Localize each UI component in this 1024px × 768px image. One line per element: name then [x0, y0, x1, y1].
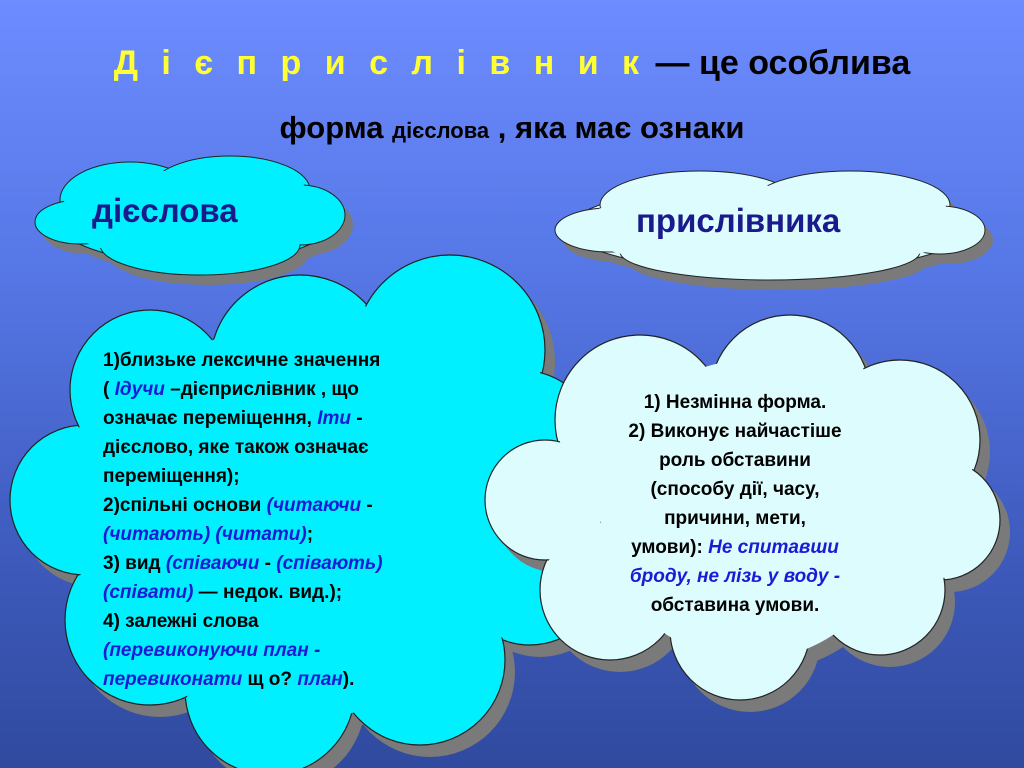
text-line [103, 636, 493, 665]
verb-features-text [103, 346, 493, 694]
text-line: роль обставини [659, 450, 811, 471]
example-word: перевиконати [103, 669, 243, 690]
title-rest: — це особлива [646, 44, 911, 82]
title-line2-small: дієслова [392, 118, 490, 143]
text-line: обставина умови. [650, 595, 820, 616]
title-line2-part-b: , яка має ознаки [489, 110, 745, 145]
text-line [103, 520, 493, 549]
text-line [103, 549, 493, 578]
verb-cloud-label: дієслова [92, 192, 238, 229]
text-line: 1) Незмінна форма. [643, 392, 827, 413]
text-fragment: 3) вид [103, 553, 166, 574]
text-line: 2) Виконує найчастіше [628, 421, 842, 442]
text-line [103, 491, 493, 520]
text-fragment: означає переміщення, [103, 408, 318, 429]
term-word: Д і є п р и с л і в н и к [113, 44, 647, 82]
text-line: причини, мети, [664, 508, 806, 529]
text-fragment: ). [342, 669, 355, 690]
example-word: (перевиконуючи план - [103, 640, 321, 661]
text-line: (способу дії, часу, [650, 479, 820, 500]
title-line2-part-a: форма [279, 110, 393, 145]
example-word: (співаючи [165, 553, 260, 574]
text-line [103, 404, 493, 433]
text-fragment: - [361, 495, 373, 516]
text-line [103, 665, 493, 694]
text-fragment: –дієприслівник , що [164, 379, 359, 400]
text-line [575, 533, 895, 562]
example-word: (співають) [276, 553, 383, 574]
text-fragment: умови): [631, 537, 709, 558]
text-fragment: — недок. вид.); [193, 582, 343, 603]
example-word: Іти [317, 408, 352, 429]
example-word: , не лізь у воду - [686, 566, 841, 587]
text-fragment: - [351, 408, 363, 429]
text-fragment: щ о? [242, 669, 298, 690]
example-word: план [297, 669, 343, 690]
text-line [103, 578, 493, 607]
text-line: переміщення); [103, 466, 240, 487]
example-word: Не спитавши [708, 537, 839, 558]
text-fragment: - [259, 553, 277, 574]
text-line: 4) залежні слова [103, 611, 259, 632]
text-fragment: ( [103, 379, 115, 400]
text-line [103, 375, 493, 404]
example-word: броду [629, 566, 687, 587]
example-word: (читають) (читати) [103, 524, 307, 545]
example-word: Ідучи [114, 379, 165, 400]
text-line [575, 562, 895, 591]
adverb-cloud-label: прислівника [636, 202, 841, 239]
example-word: (читаючи [266, 495, 362, 516]
text-line: дієслово, яке також означає [103, 437, 369, 458]
text-line: 1)близьке лексичне значення [103, 350, 381, 371]
example-word: (співати) [103, 582, 194, 603]
text-fragment: ; [306, 524, 314, 545]
adverb-features-text [575, 388, 895, 620]
text-fragment: 2)спільні основи [103, 495, 267, 516]
